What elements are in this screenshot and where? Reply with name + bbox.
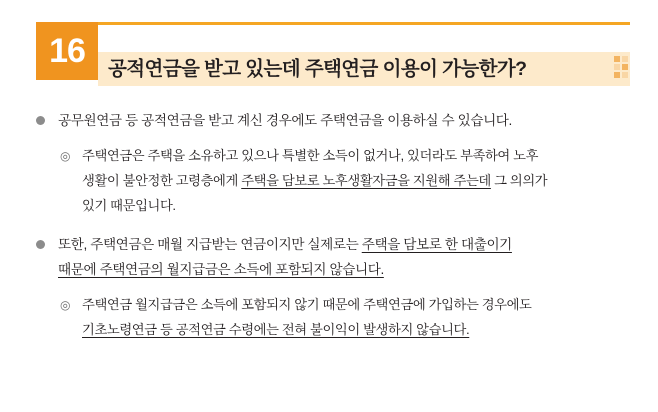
bullet-icon <box>36 240 45 249</box>
list-item <box>34 143 624 218</box>
answer-block-1 <box>34 108 624 218</box>
decorative-dots-icon <box>614 56 628 78</box>
answer-block-2 <box>34 232 624 342</box>
list-item-line: 주택연금 월지급금은 소득에 포함되지 않기 때문에 주택연금에 가입하는 경우에도 <box>82 297 532 312</box>
question-number-badge: 16 <box>36 22 98 80</box>
list-item-line-post: 그 의의가 <box>490 173 548 188</box>
underlined-phrase: 주택을 담보로 한 대출이기 <box>361 237 512 252</box>
list-item-line-pre: 또한, 주택연금은 매월 지급받는 연금이지만 실제로는 <box>58 237 362 252</box>
list-item <box>34 108 624 133</box>
circle-bullet-icon: ◎ <box>60 149 71 163</box>
content-body <box>0 108 658 356</box>
underlined-phrase: 때문에 주택연금의 월지급금은 소득에 포함되지 않습니다. <box>58 262 384 277</box>
list-item-line: 주택연금은 주택을 소유하고 있으나 특별한 소득이 없거나, 있더라도 부족하여 노후 <box>82 148 539 163</box>
circle-bullet-icon: ◎ <box>60 298 71 312</box>
question-header <box>0 0 658 108</box>
page-title: 공적연금을 받고 있는데 주택연금 이용이 가능한가? <box>108 58 527 80</box>
header-rule <box>36 22 630 25</box>
underlined-phrase: 주택을 담보로 노후생활자금을 지원해 주는데 <box>241 173 491 188</box>
list-item <box>34 292 624 342</box>
bullet-icon <box>36 116 45 125</box>
list-item-line-pre: 생활이 불안정한 고령층에게 <box>82 173 242 188</box>
list-item <box>34 232 624 282</box>
list-item-line: 있기 때문입니다. <box>82 198 176 213</box>
list-item-text: 공무원연금 등 공적연금을 받고 계신 경우에도 주택연금을 이용하실 수 있습니다. <box>58 113 512 128</box>
underlined-phrase: 기초노령연금 등 공적연금 수령에는 전혀 불이익이 발생하지 않습니다. <box>82 322 470 337</box>
